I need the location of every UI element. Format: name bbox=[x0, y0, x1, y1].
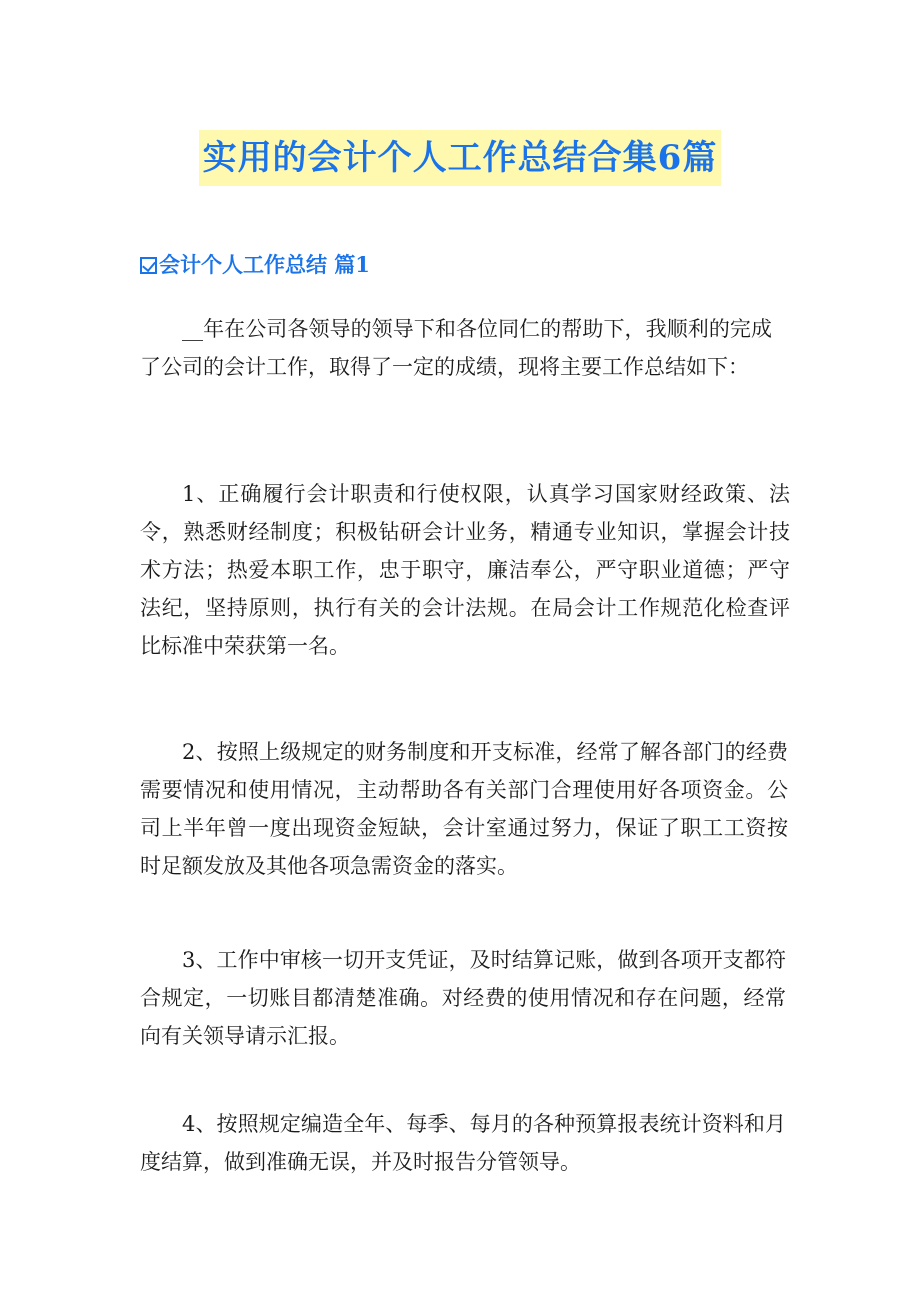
paragraph-intro: __年在公司各领导的领导下和各位同仁的帮助下，我顺利的完成了公司的会计工作，取得了一定的成绩，现将主要工作总结如下： bbox=[140, 317, 772, 379]
paragraph-item-1: 1、正确履行会计职责和行使权限，认真学习国家财经政策、法令，熟悉财经制度；积极钻研会计业务，精通专业知识，掌握会计技术方法；热爱本职工作，忠于职守，廉洁奉公，严守职业道德；严守法纪，坚持原则，执行有关的会计法规。在局会计工作规范化检查评比标准中荣获第一名。 bbox=[140, 482, 790, 658]
paragraph-item-3: 3、工作中审核一切开支凭证，及时结算记账，做到各项开支都符合规定，一切账目都清楚准确。对经费的使用情况和存在问题，经常向有关领导请示汇报。 bbox=[140, 948, 786, 1048]
title-container bbox=[0, 130, 920, 186]
paragraph-item-2: 2、按照上级规定的财务制度和开支标准，经常了解各部门的经费需要情况和使用情况，主动帮助各有关部门合理使用好各项资金。公司上半年曾一度出现资金短缺，会计室通过努力，保证了职工工资按时足额发放及其他各项急需资金的落实。 bbox=[140, 740, 788, 878]
document-title: 实用的会计个人工作总结合集6篇 bbox=[199, 130, 722, 186]
paragraph-item-4: 4、按照规定编造全年、每季、每月的各种预算报表统计资料和月度结算，做到准确无误，并及时报告分管领导。 bbox=[140, 1112, 786, 1174]
section-heading bbox=[140, 248, 370, 282]
checkbox-checked-icon bbox=[140, 257, 157, 274]
section-heading-text: 会计个人工作总结 篇1 bbox=[159, 252, 370, 277]
